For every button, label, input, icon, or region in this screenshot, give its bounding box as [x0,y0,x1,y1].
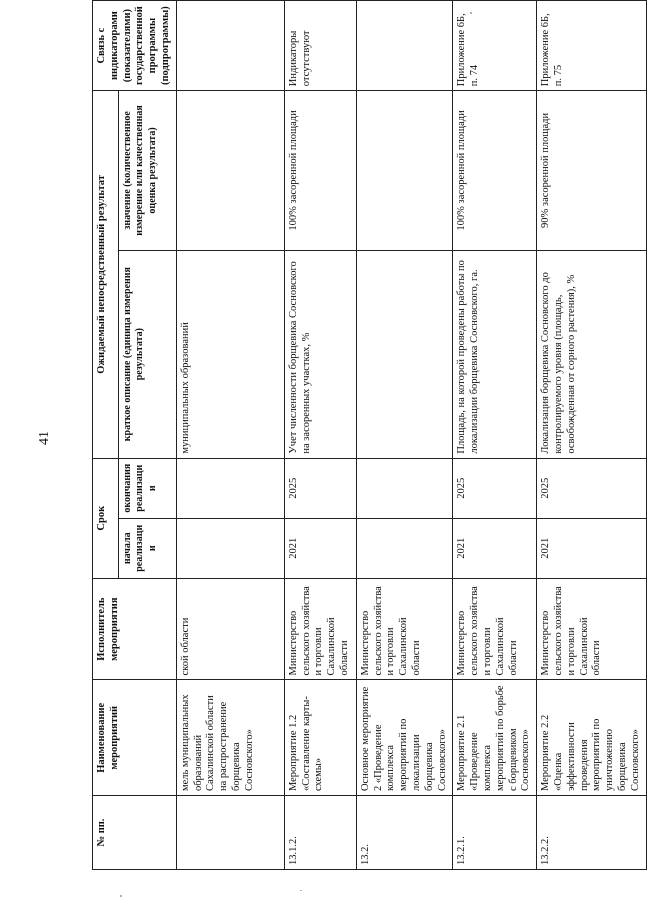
header-result-desc: краткое описание (единица измерения результата) [119,250,177,458]
cell-start [356,518,453,578]
cell-executor: Министерство сельского хозяйства и торговли Сахалинской области [453,578,537,680]
cell-end [356,458,453,518]
cell-desc [356,250,453,458]
cell-desc: Локализация борщевика Сосновского до контролируемого уровня (площадь, освобожденная от сорного растения), % [537,250,646,458]
document-table-container [92,0,641,870]
cell-num: 13.2.1. [453,796,537,870]
cell-value: 100% засоренной площади [453,91,537,250]
table-row [537,1,646,870]
cell-desc: Площадь, на которой проведены работы по локализации борщевика Сосновского, га. [453,250,537,458]
header-row-1 [93,1,119,870]
cell-link: Индикаторы отсутствуют [284,1,356,91]
scan-speck [300,890,302,891]
scan-speck [120,895,122,897]
cell-value: 100% засоренной площади [284,91,356,250]
cell-num: 13.2.2. [537,796,646,870]
header-link: Связь с индикаторами (показателями) государственной программы (подпрограммы) [93,1,177,91]
cell-link: Приложение 6Б, п. 75 [537,1,646,91]
cell-value [356,91,453,250]
cell-end: 2025 [537,458,646,518]
cell-start [176,518,284,578]
cell-num: 13.2. [356,796,453,870]
table-row [453,1,537,870]
cell-executor: Министерство сельского хозяйства и торговли Сахалинской области [537,578,646,680]
cell-start: 2021 [537,518,646,578]
cell-desc: Учет численности борщевика Сосновского на засоренных участках, % [284,250,356,458]
cell-value [176,91,284,250]
cell-start: 2021 [284,518,356,578]
cell-end [176,458,284,518]
header-executor: Исполнитель мероприятия [93,578,177,680]
table-row [284,1,356,870]
cell-name: Мероприятие 2.1 «Проведение комплекса мероприятий по борьбе с борщевиком Сосновского» [453,680,537,796]
cell-name: Мероприятие 1.2 «Составление карты-схемы» [284,680,356,796]
header-term-start: начала реализации [119,518,177,578]
cell-name: мель муниципальных образований Сахалинской области на распространение борщевика Сосновского» [176,680,284,796]
cell-start: 2021 [453,518,537,578]
cell-end: 2025 [453,458,537,518]
header-term-end: окончания реализации [119,458,177,518]
scan-speck [470,12,472,14]
measures-table [92,0,647,870]
cell-name: Основное мероприятие 2 «Проведение комплекса мероприятий по локализации борщевика Сосновского» [356,680,453,796]
cell-link [356,1,453,91]
cell-executor: Министерство сельского хозяйства и торговли Сахалинской области [284,578,356,680]
cell-executor: Министерство сельского хозяйства и торговли Сахалинской области [356,578,453,680]
header-result-value: значение (количественное измерение или качественная оценка результата) [119,91,177,250]
header-term: Срок [93,458,119,578]
cell-desc: муниципальных образований [176,250,284,458]
page-number: 41 [37,431,52,445]
cell-executor: ской области [176,578,284,680]
table-row [356,1,453,870]
cell-link: Приложение 6Б, п. 74 [453,1,537,91]
cell-num [176,796,284,870]
header-result: Ожидаемый непосредственный результат [93,91,119,458]
cell-value: 90% засоренной площади [537,91,646,250]
header-name: Наименование мероприятий [93,680,177,796]
cell-num: 13.1.2. [284,796,356,870]
header-num: № пп. [93,796,177,870]
cell-name: Мероприятие 2.2 «Оценка эффективности проведения мероприятий по уничтожению борщевика Сосновского» [537,680,646,796]
cell-link [176,1,284,91]
cell-end: 2025 [284,458,356,518]
table-row [176,1,284,870]
